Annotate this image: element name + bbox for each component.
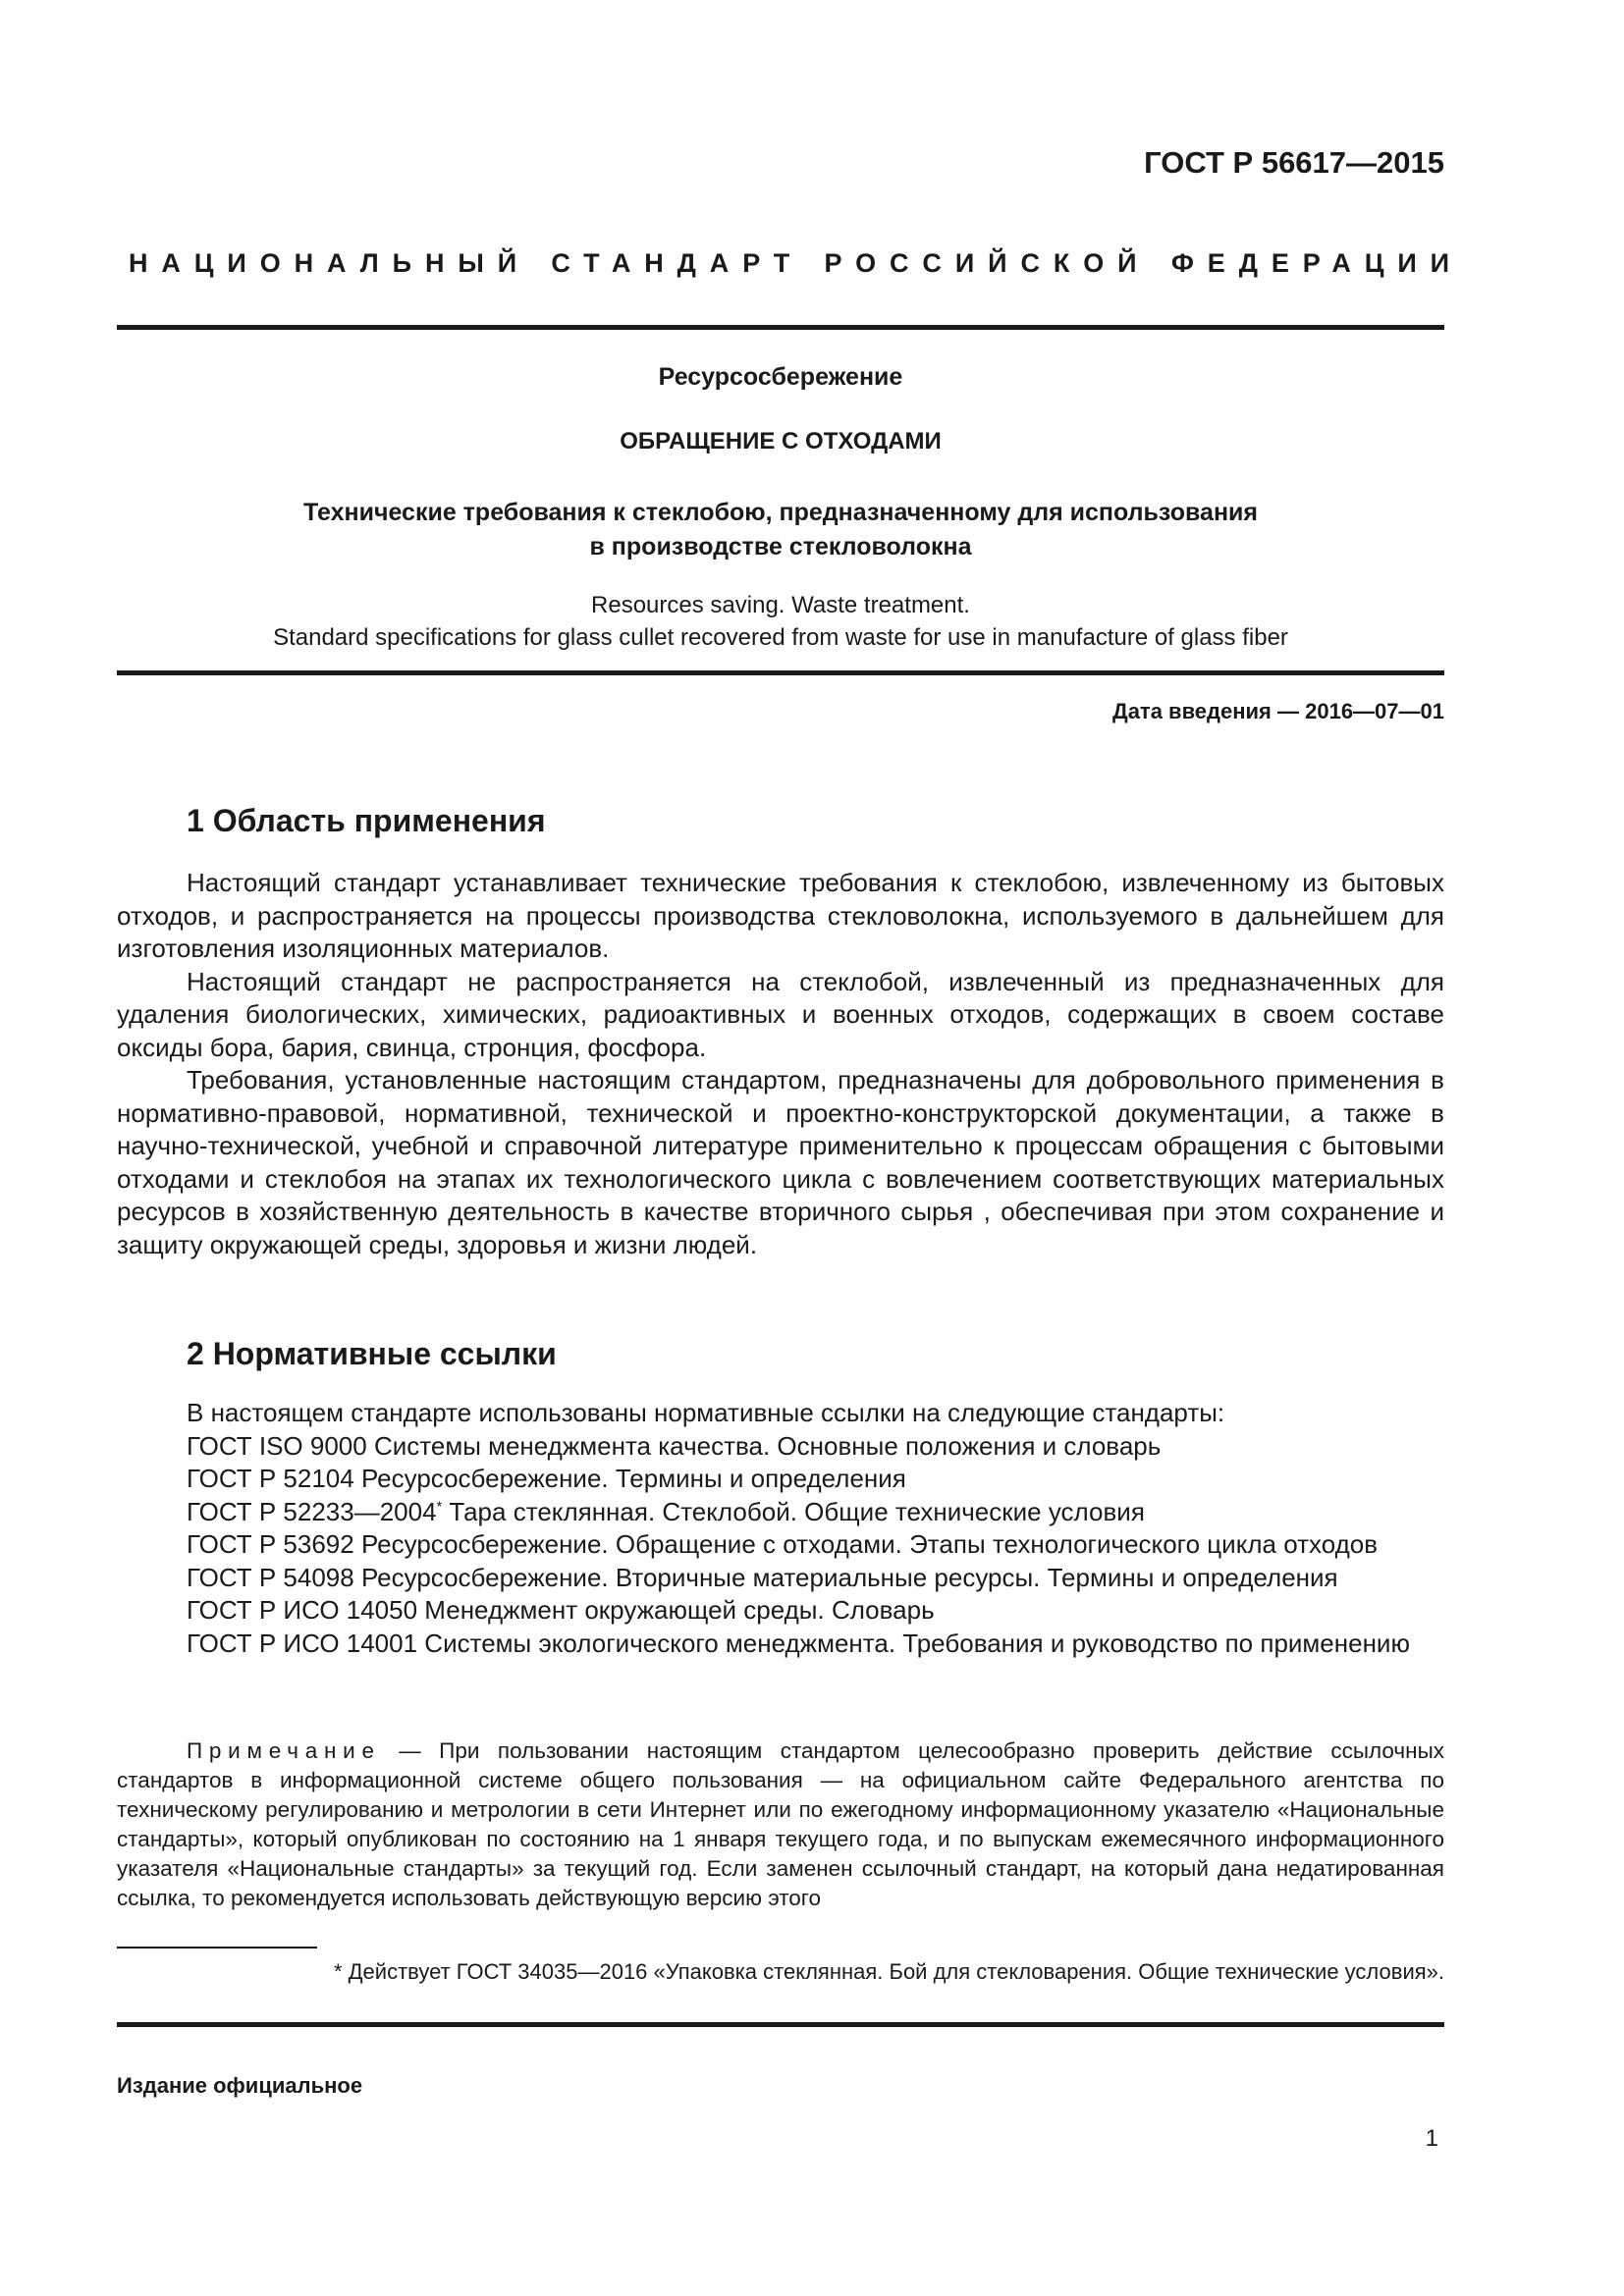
reference-item <box>117 1496 1444 1529</box>
page-number: 1 <box>1425 2125 1438 2152</box>
section-2-body <box>117 1397 1444 1660</box>
header-divider <box>117 325 1444 330</box>
note-label: Примечание <box>187 1738 381 1763</box>
reference-item: ГОСТ Р 54098 Ресурсосбережение. Вторичные материальные ресурсы. Термины и определения <box>187 1562 1338 1592</box>
footnote-divider <box>117 1947 317 1949</box>
document-number: ГОСТ Р 56617—2015 <box>1144 145 1444 180</box>
paragraph: Настоящий стандарт устанавливает технические требования к стеклобою, извлеченному из бытовых отходов, и распространяется на процессы производства стекловолокна, используемого в дальнейшем для изготовления изоляционных материалов. <box>117 868 1444 963</box>
reference-item: ГОСТ ISO 9000 Системы менеджмента качества. Основные положения и словарь <box>187 1430 1162 1461</box>
footnote-marker: * <box>436 1498 443 1515</box>
reference-code: ГОСТ Р 52233—2004 <box>187 1496 437 1526</box>
section-2-heading: 2 Нормативные ссылки <box>187 1336 557 1371</box>
title-divider <box>117 670 1444 675</box>
note-text: — При пользовании настоящим стандартом целесообразно проверить действие ссылочных стандартов в информационной системе общего пользования — на официальном сайте Федерального агентства по техническому регулированию и метрологии в сети Интернет или по ежегодному информационному указателю «Национальные стандарты», который опубликован по состоянию на 1 января текущего года, и по выпускам ежемесячного информационного указателя «Национальные стандарты» за текущий год. Если заменен ссылочный стандарт, на который дана недатированная ссылка, то рекомендуется использовать действующую версию этого <box>117 1738 1444 1910</box>
note-block <box>117 1736 1444 1913</box>
paragraph: Настоящий стандарт не распространяется на стеклобой, извлеченный из предназначенных для удаления биологических, химических, радиоактивных и военных отходов, содержащих в своем составе оксиды бора, бария, свинца, стронция, фосфора. <box>117 966 1444 1062</box>
document-page <box>117 0 1463 2296</box>
title-main: ОБРАЩЕНИЕ С ОТХОДАМИ <box>620 428 942 454</box>
section-1-body <box>117 867 1444 1261</box>
reference-item: ГОСТ Р ИСО 14001 Системы экологического менеджмента. Требования и руководство по применению <box>187 1628 1410 1658</box>
title-english <box>117 589 1444 654</box>
subtitle-line-2: в производстве стекловолокна <box>589 533 972 561</box>
section-1-heading: 1 Область применения <box>187 803 546 838</box>
introduction-date: Дата введения — 2016—07—01 <box>1112 699 1444 723</box>
reference-item: ГОСТ Р 53692 Ресурсосбережение. Обращение с отходами. Этапы технологического цикла отходов <box>187 1529 1379 1559</box>
references-intro: В настоящем стандарте использованы нормативные ссылки на следующие стандарты: <box>187 1398 1225 1427</box>
reference-title: Тара стеклянная. Стеклобой. Общие технические условия <box>442 1496 1145 1526</box>
footnote: * Действует ГОСТ 34035—2016 «Упаковка стеклянная. Бой для стекловарения. Общие технические условия». <box>333 1959 1444 1984</box>
official-edition-label: Издание официальное <box>117 2073 363 2098</box>
subtitle-line-1: Технические требования к стеклобою, предназначенному для использования <box>302 499 1258 526</box>
title-subtitle <box>117 496 1444 564</box>
english-line-1: Resources saving. Waste treatment. <box>591 592 970 618</box>
title-category: Ресурсосбережение <box>658 363 903 391</box>
national-standard-heading: НАЦИОНАЛЬНЫЙ СТАНДАРТ РОССИЙСКОЙ ФЕДЕРАЦИИ <box>129 248 1463 278</box>
english-line-2: Standard specifications for glass cullet recovered from waste for use in manufacture of glass fiber <box>273 624 1288 651</box>
paragraph: Требования, установленные настоящим стандартом, предназначены для добровольного применения в нормативно-правовой, нормативной, технической и проектно-конструкторской документации, а также в научно-технической, учебной и справочной литературе применительно к процессам обращения с бытовыми отходами и стеклобоя на этапах их технологического цикла с вовлечением соответствующих материальных ресурсов в хозяйственную деятельность в качестве вторичного сырья , обеспечивая при этом сохранение и защиту окружающей среды, здоровья и жизни людей. <box>117 1065 1444 1259</box>
reference-item: ГОСТ Р ИСО 14050 Менеджмент окружающей среды. Словарь <box>187 1595 935 1625</box>
reference-item: ГОСТ Р 52104 Ресурсосбережение. Термины и определения <box>187 1464 906 1493</box>
footer-divider <box>117 2022 1444 2027</box>
